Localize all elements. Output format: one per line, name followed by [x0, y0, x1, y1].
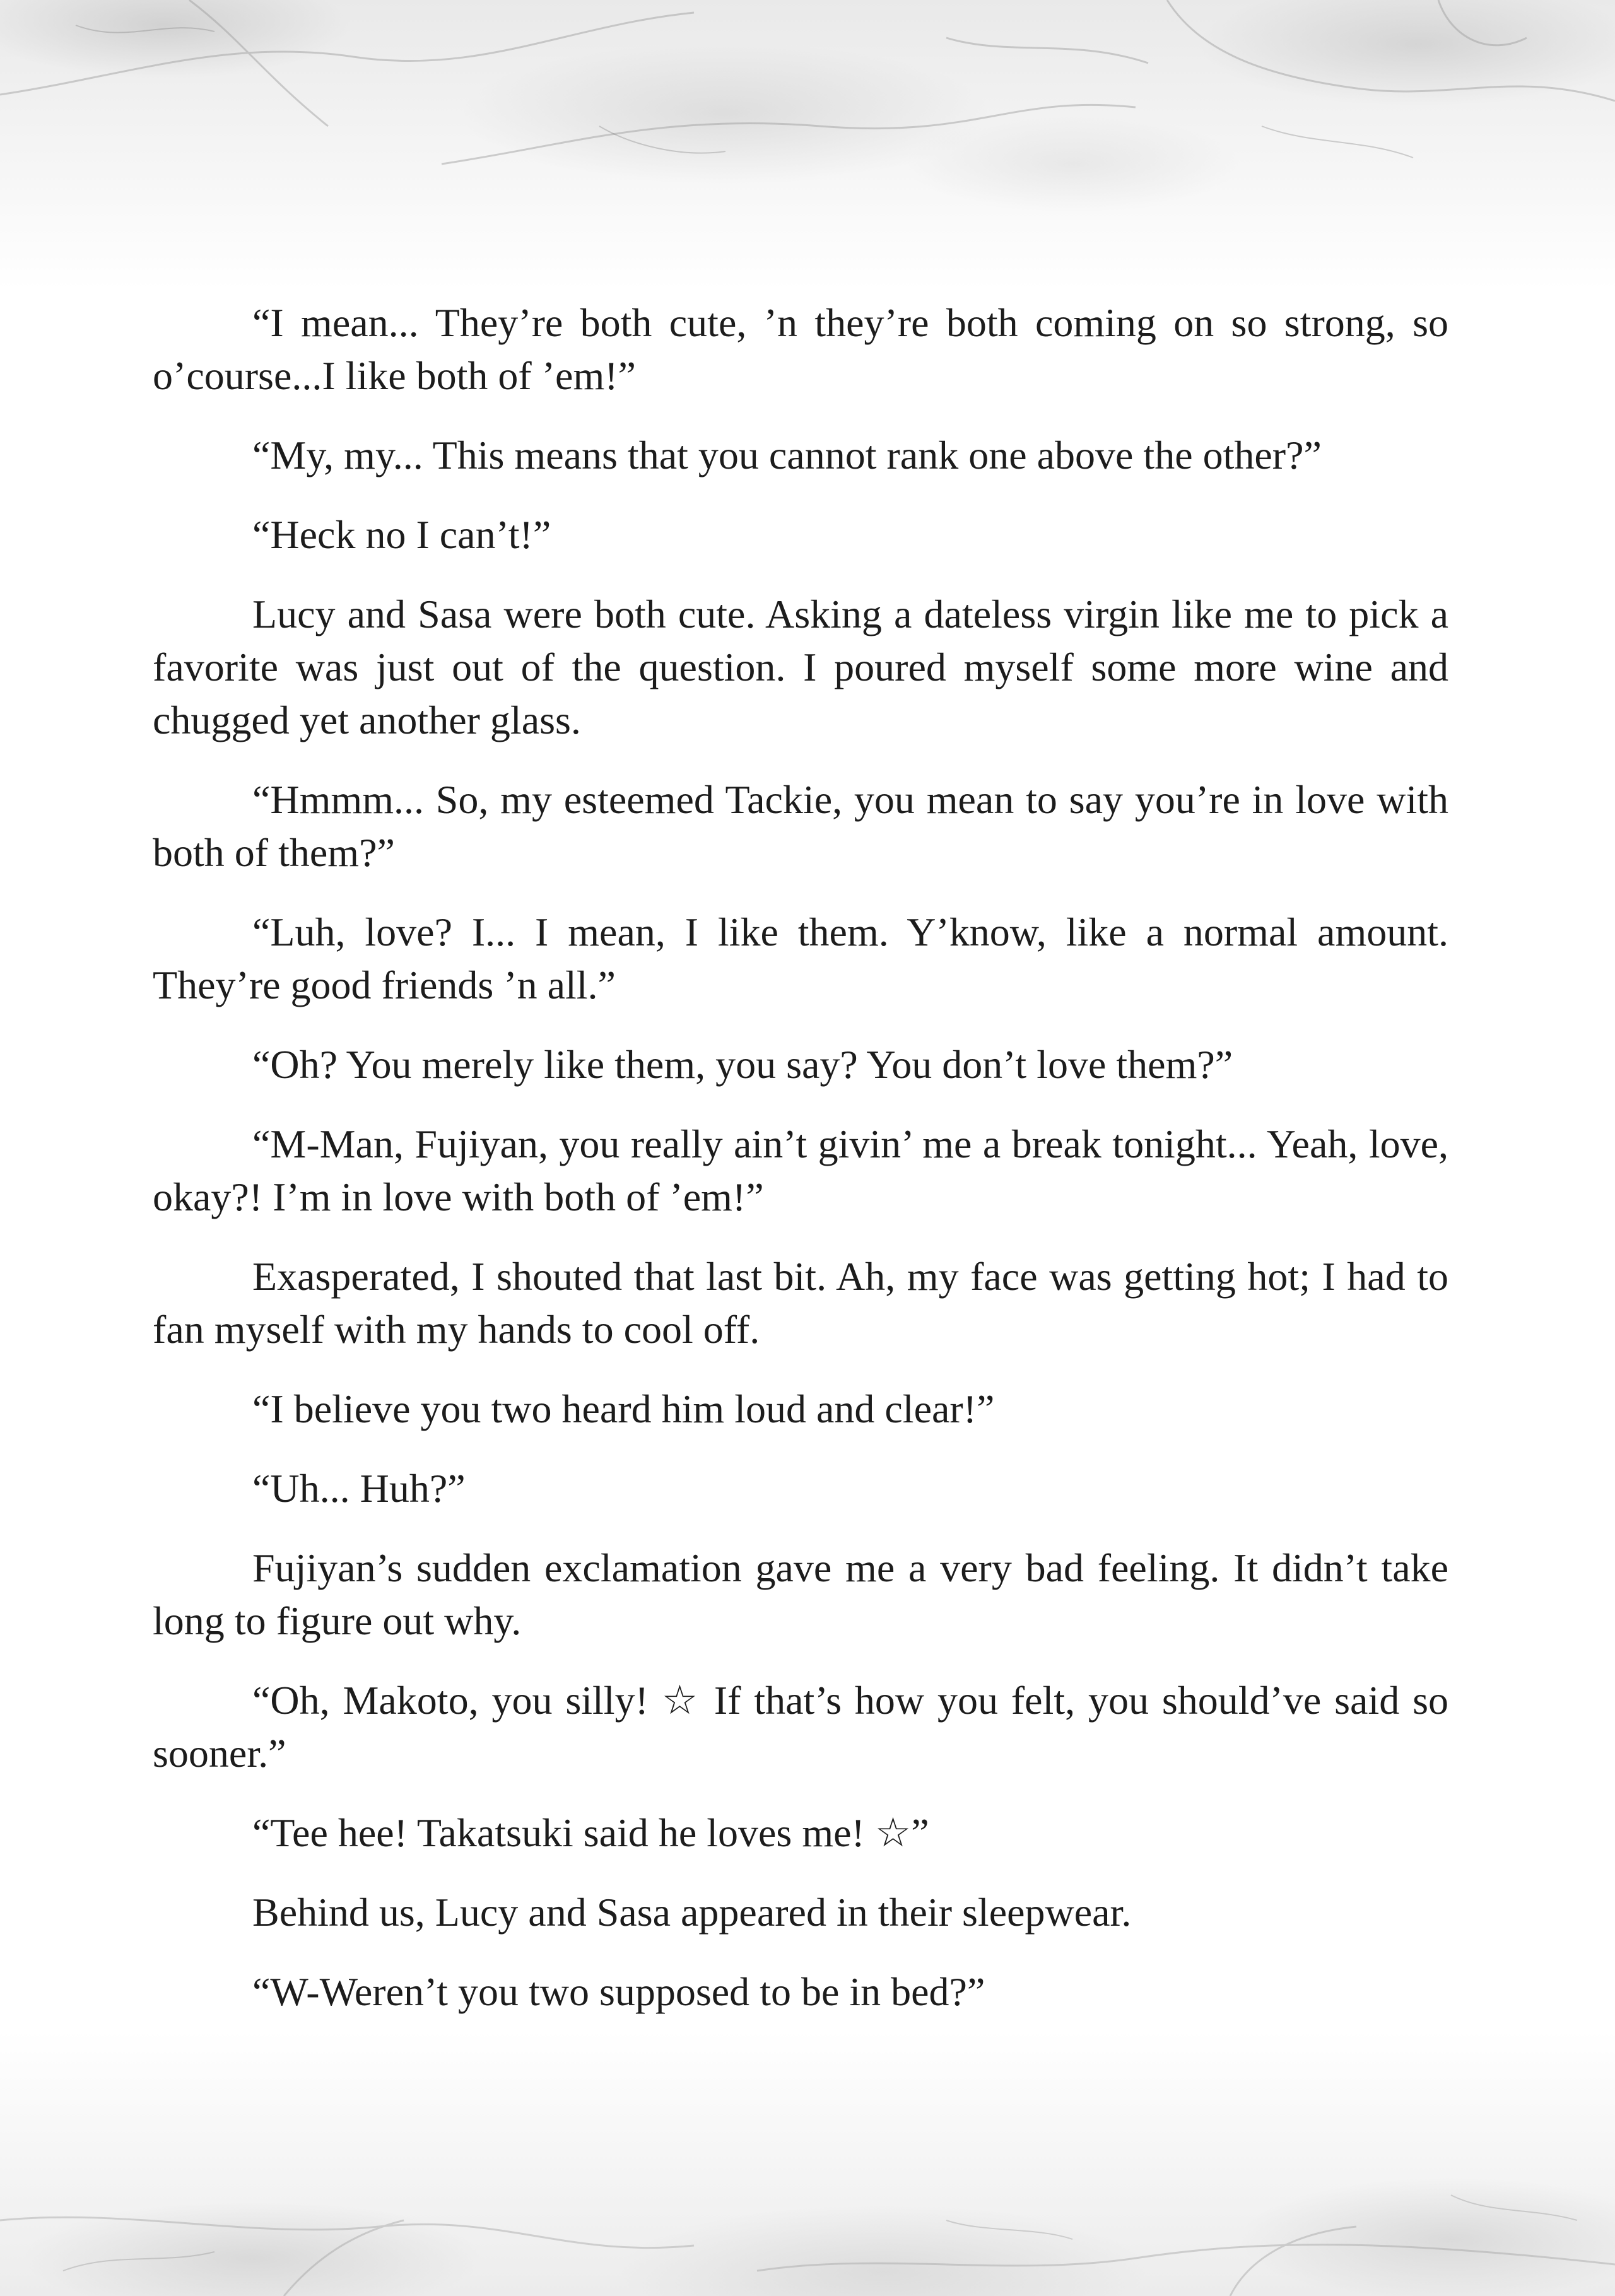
marble-border-top	[0, 0, 1615, 290]
paragraph: “Uh... Huh?”	[252, 1466, 466, 1511]
paragraph: “Hmmm... So, my esteemed Tackie, you mean to say you’re in love with both of them?”	[153, 777, 1448, 875]
paragraph: “I believe you two heard him loud and clear!”	[252, 1386, 995, 1431]
paragraph: Lucy and Sasa were both cute. Asking a dateless virgin like me to pick a favorite was just out of the question. I poured myself some more wine and chugged yet another glass.	[153, 592, 1448, 742]
paragraph: “My, my... This means that you cannot rank one above the other?”	[252, 433, 1322, 477]
paragraph: “W-Weren’t you two supposed to be in bed?”	[252, 1969, 985, 2014]
paragraph: “M-Man, Fujiyan, you really ain’t givin’ me a break tonight... Yeah, love, okay?! I’m in love with both of ’em!”	[153, 1122, 1448, 1219]
marble-veins-bottom	[0, 2031, 1615, 2296]
paragraph: Exasperated, I shouted that last bit. Ah, my face was getting hot; I had to fan myself with my hands to cool off.	[153, 1254, 1448, 1352]
paragraph: “Tee hee! Takatsuki said he loves me! ☆”	[252, 1810, 929, 1855]
marble-border-bottom	[0, 2031, 1615, 2296]
paragraph: “Luh, love? I... I mean, I like them. Y’know, like a normal amount. They’re good friends ’n all.”	[153, 910, 1448, 1007]
paragraph: Fujiyan’s sudden exclamation gave me a very bad feeling. It didn’t take long to figure out why.	[153, 1545, 1448, 1643]
paragraph: “Oh, Makoto, you silly! ☆ If that’s how you felt, you should’ve said so sooner.”	[153, 1678, 1448, 1776]
paragraph: “Heck no I can’t!”	[252, 512, 551, 557]
paragraph: “I mean... They’re both cute, ’n they’re both coming on so strong, so o’course...I like both of ’em!”	[153, 300, 1448, 398]
body-text	[153, 296, 1448, 2045]
paragraph: “Oh? You merely like them, you say? You don’t love them?”	[252, 1042, 1233, 1087]
paragraph: Behind us, Lucy and Sasa appeared in their sleepwear.	[252, 1890, 1132, 1935]
marble-veins-top	[0, 0, 1615, 290]
